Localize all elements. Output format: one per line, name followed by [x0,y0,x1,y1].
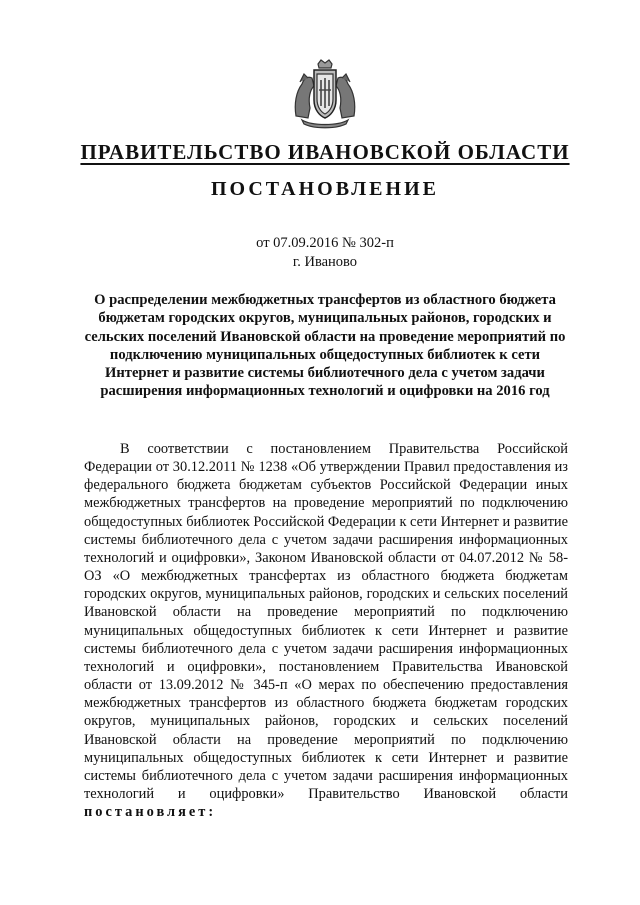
body-paragraph [84,440,568,821]
document-subject: О распределении межбюджетных трансфертов из областного бюджета бюджетам городских округов, муниципальных районов, городских и сельских поселений Ивановской области на проведение мероприятий по подключению муниципальных общедоступных библиотек к сети Интернет и развитие системы библиотечного дела с учетом задачи расширения информационных технологий и оцифровки на 2016 год [84,292,566,400]
body-paragraph-text: В соответствии с постановлением Правительства Российской Федерации от 30.12.2011 № 1238 «Об утверждении Правил предоставления из федерального бюджета бюджетам субъектов Российской Федерации иных межбюджетных трансфертов на проведение мероприятий по подключению общедоступных библиотек Российской Федерации к сети Интернет и развитие системы библиотечного дела с учетом задачи расширения информационных технологий и оцифровки», Законом Ивановской области от 04.07.2012 № 58-ОЗ «О межбюджетных трансфертах из областного бюджета бюджетам городских округов, муниципальных районов, городских и сельских поселений Ивановской области на проведение мероприятий по подключению муниципальных общедоступных библиотек к сети Интернет и развитие системы библиотечного дела с учетом задачи расширения информационных технологий и оцифровки», постановлением Правительства Ивановской области от 13.09.2012 № 345-п «О мерах по обеспечению предоставления межбюджетных трансфертов из областного бюджета бюджетам городских округов, муниципальных районов, городских и сельских поселений Ивановской области на проведение мероприятий по подключению муниципальных общедоступных библиотек к сети Интернет и развитие системы библиотечного дела с учетом задачи расширения информационных технологий и оцифровки» Правительство Ивановской области [84,441,568,802]
resolves-word: постановляет: [84,804,217,821]
document-city: г. Иваново [292,254,358,270]
organization-title: ПРАВИТЕЛЬСТВО ИВАНОВСКОЙ ОБЛАСТИ [80,140,570,164]
coat-of-arms-icon [288,56,362,130]
document-type-heading: ПОСТАНОВЛЕНИЕ [211,178,439,200]
document-date-number: от 07.09.2016 № 302-п [256,235,394,251]
